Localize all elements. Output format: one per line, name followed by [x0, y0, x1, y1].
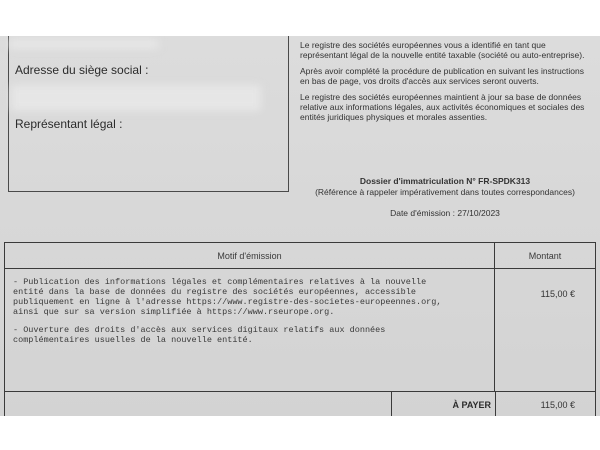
- document-page: [0, 36, 600, 416]
- notice-paragraph-3: Le registre des sociétés européennes maintient à jour sa base de données relative aux informations légales, aux activités économiques et sociales des entités juridiques physiques et morales assenties.: [300, 92, 585, 122]
- line-item-access-rights: - Ouverture des droits d'accès aux services digitaux relatifs aux données complémentaires usuelles de la nouvelle entité.: [13, 325, 386, 345]
- dossier-block: [300, 176, 590, 198]
- redacted-company-name: [9, 39, 159, 49]
- dossier-number: Dossier d'immatriculation N° FR-SPDK313: [359, 176, 531, 186]
- line-item-publication: - Publication des informations légales et complémentaires relatives à la nouvelle entité dans la base de données du registre des sociétés européennes, accessible publiquement en ligne à l'adresse https://www.registre-des-societes-europeennes.org, ainsi que sur sa version simplifiée à https://www.rseurope.org.: [13, 277, 442, 317]
- total-amount: 115,00 €: [540, 400, 575, 410]
- line-amount: 115,00 €: [540, 289, 575, 299]
- representant-label: Représentant légal :: [15, 117, 123, 131]
- header-motif: Motif d'émission: [5, 243, 495, 269]
- header-montant: Montant: [495, 243, 595, 269]
- issue-date: Date d'émission : 27/10/2023: [390, 208, 500, 218]
- a-payer-label: À PAYER: [452, 400, 491, 410]
- registry-notice: [300, 40, 585, 128]
- redacted-address: [11, 85, 261, 111]
- dossier-note: (Référence à rappeler impérativement dans toutes correspondances): [315, 187, 575, 197]
- company-info-box: [8, 36, 289, 192]
- invoice-table: [4, 242, 596, 392]
- notice-paragraph-1: Le registre des sociétés européennes vous a identifié en tant que représentant légal de la nouvelle entité taxable (société ou auto-entreprise).: [300, 40, 585, 60]
- adresse-label: Adresse du siège social :: [15, 63, 149, 77]
- total-row: [4, 392, 596, 416]
- motif-body: [5, 269, 495, 391]
- notice-paragraph-2: Après avoir complété la procédure de publication en suivant les instructions en bas de page, vos droits d'accès aux services seront ouverts.: [300, 66, 584, 86]
